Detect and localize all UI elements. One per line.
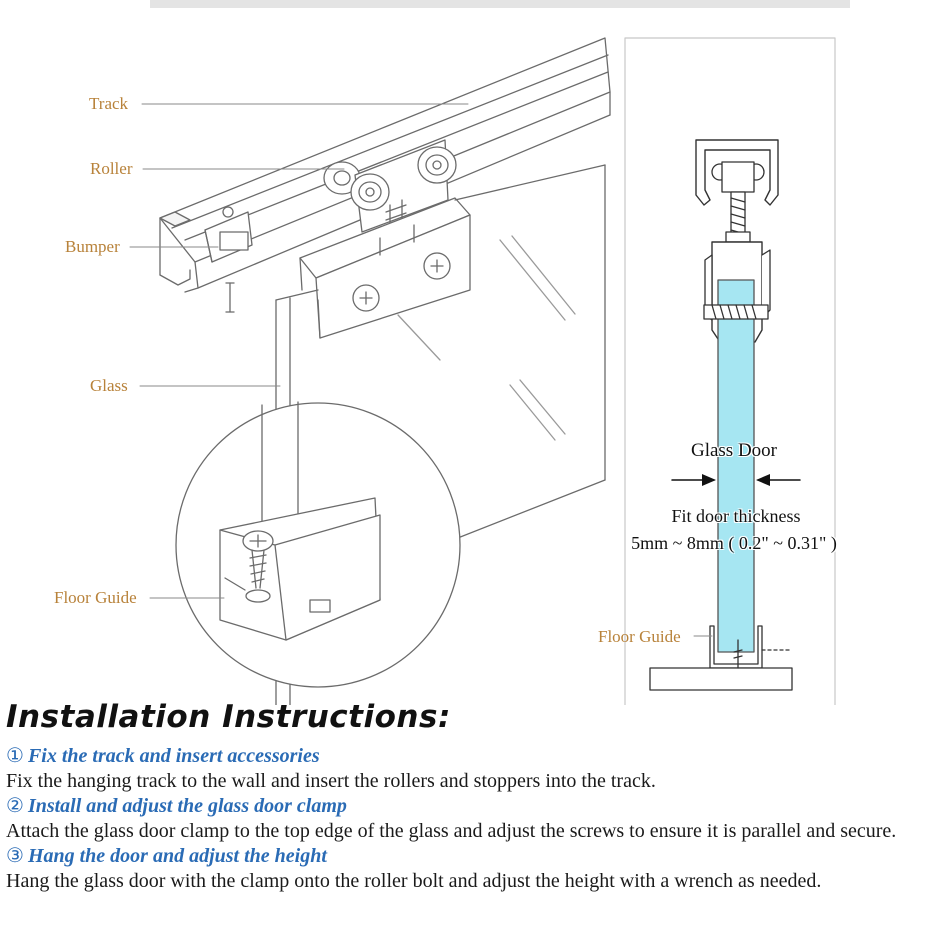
step-1-number: ① (6, 745, 24, 767)
step-2-title-text: Install and adjust the glass door clamp (27, 795, 347, 817)
step-1 (6, 744, 926, 794)
label-floor-guide-left: Floor Guide (54, 588, 137, 607)
step-3-title (6, 844, 926, 869)
callout-glass-door: Glass Door (690, 440, 778, 461)
floor-guide-detail (176, 402, 460, 687)
label-floor-guide-right: Floor Guide (598, 627, 681, 646)
step-1-body: Fix the hanging track to the wall and insert the rollers and stoppers into the track. (6, 770, 656, 792)
step-2-number: ② (6, 795, 24, 817)
step-3 (6, 844, 926, 894)
glass-section (718, 280, 754, 652)
step-2 (6, 794, 926, 844)
label-track: Track (89, 94, 129, 113)
instructions-heading: Installation Instructions: (6, 699, 451, 735)
cross-section-panel (625, 38, 835, 705)
step-3-body: Hang the glass door with the clamp onto the roller bolt and adjust the height with a wrench as needed. (6, 870, 822, 892)
step-2-title (6, 794, 926, 819)
top-shadow (150, 0, 850, 8)
step-3-title-text: Hang the door and adjust the height (27, 845, 327, 867)
step-1-title-text: Fix the track and insert accessories (27, 745, 320, 767)
label-glass: Glass (90, 376, 128, 395)
installation-instructions (6, 698, 926, 894)
step-1-title (6, 744, 926, 769)
callout-fit-thickness: Fit door thickness (671, 506, 801, 526)
callout-thickness-range: 5mm ~ 8mm ( 0.2" ~ 0.31" ) (631, 533, 837, 553)
label-roller: Roller (90, 159, 133, 178)
step-3-number: ③ (6, 845, 24, 867)
step-2-body: Attach the glass door clamp to the top edge of the glass and adjust the screws to ensure it is parallel and secure. (6, 820, 897, 842)
label-bumper: Bumper (65, 237, 120, 256)
